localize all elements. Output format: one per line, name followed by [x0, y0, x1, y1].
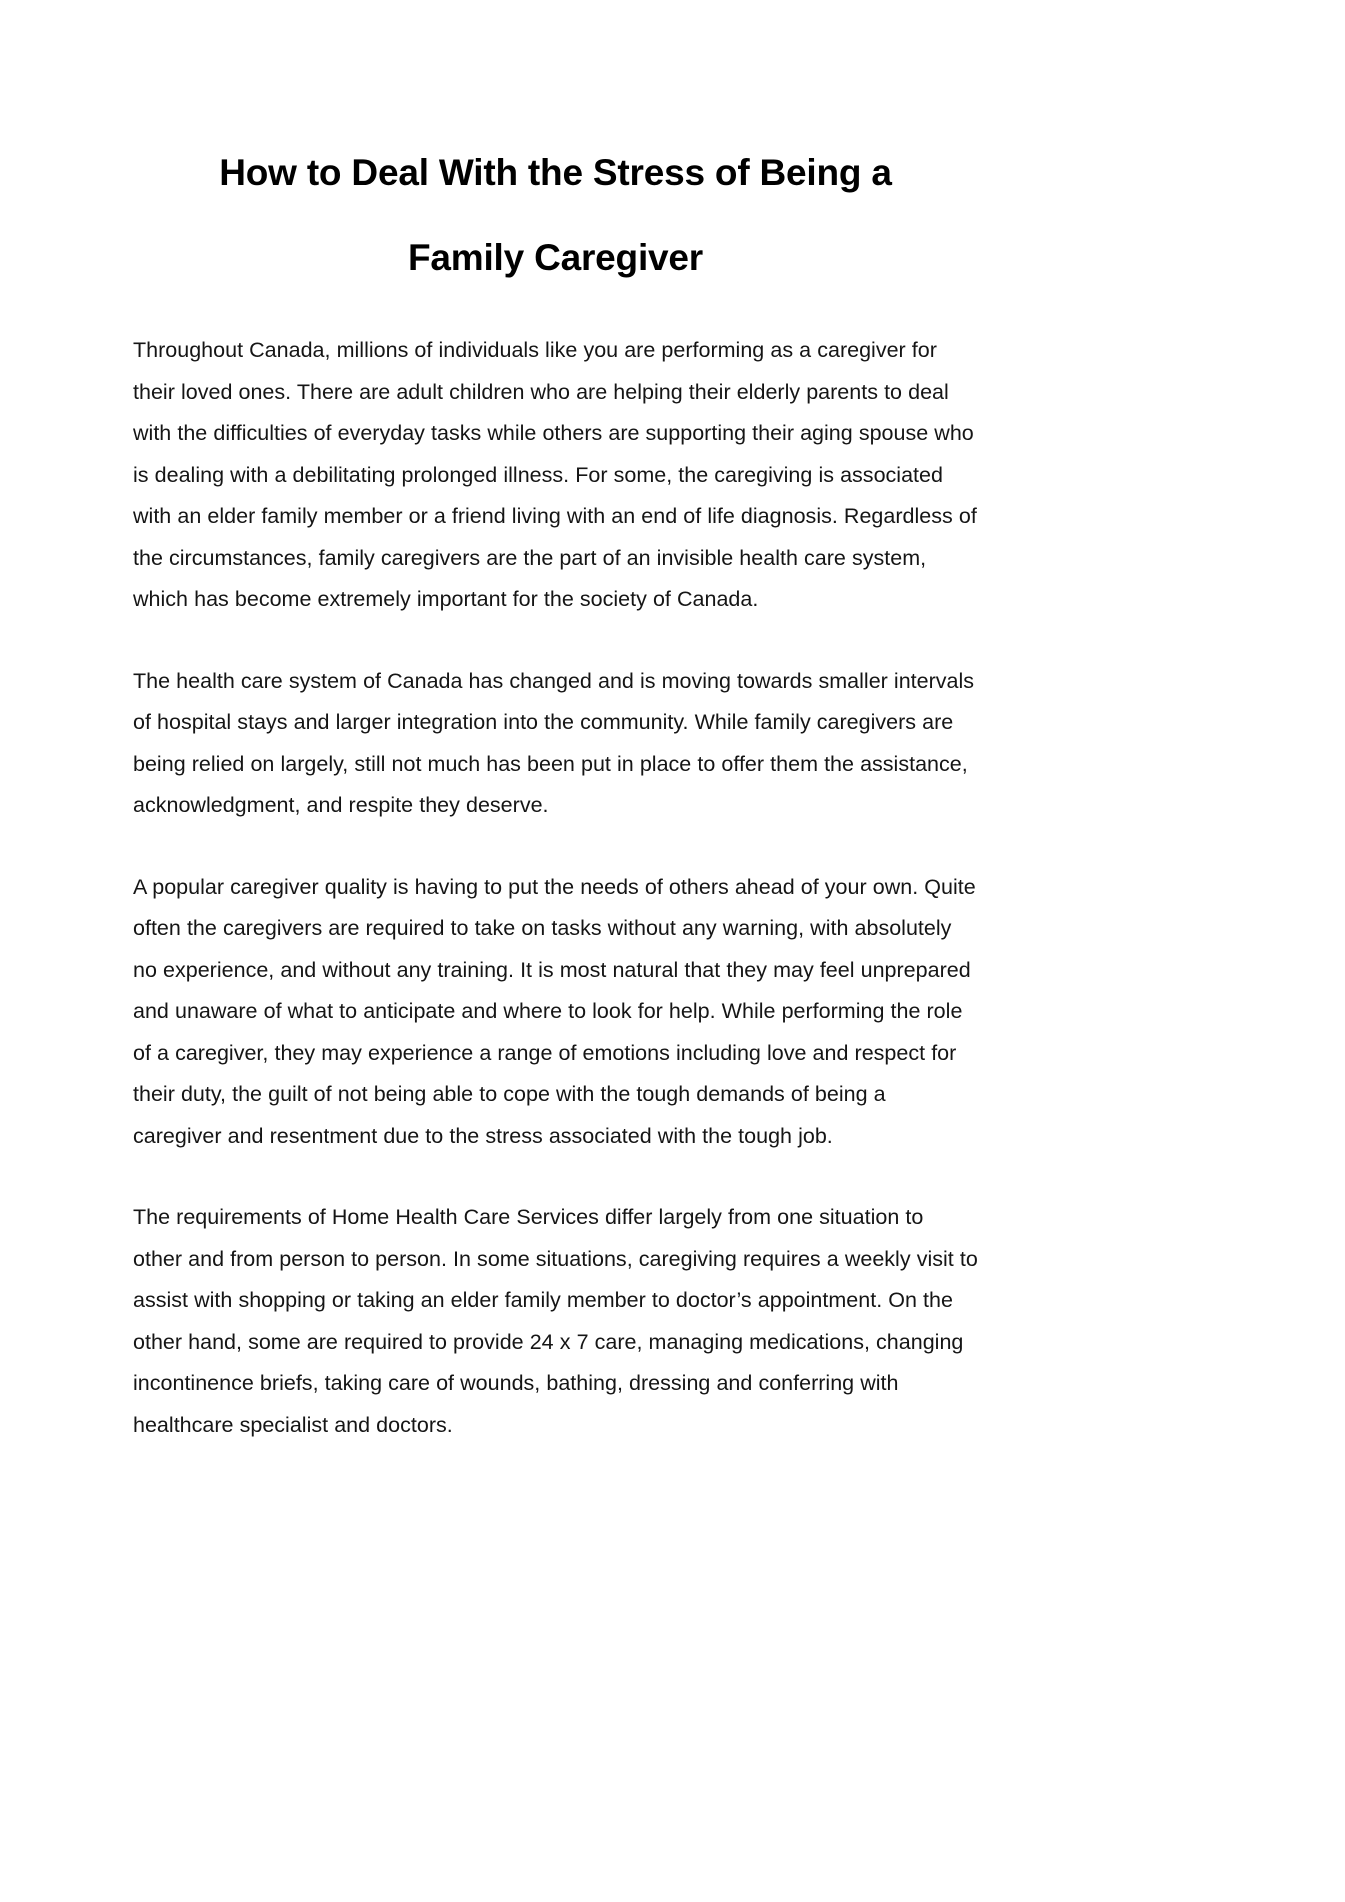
body-paragraph-1: Throughout Canada, millions of individuals like you are performing as a caregiver for their loved ones. There are adult children who are helping their elderly parents to deal with the difficulties of everyday tasks while others are supporting their aging spouse who is dealing with a debilitating prolonged illness. For some, the caregiving is associated with an elder family member or a friend living with an end of life diagnosis. Regardless of the circumstances, family caregivers are the part of an invisible health care system, which has become extremely important for the society of Canada. — [133, 338, 977, 611]
body-paragraph-2: The health care system of Canada has changed and is moving towards smaller intervals of hospital stays and larger integration into the community. While family caregivers are being relied on largely, still not much has been put in place to offer them the assistance, acknowledgment, and respite they deserve. — [133, 668, 975, 817]
page-title — [133, 130, 978, 300]
body-paragraph-4: The requirements of Home Health Care Services differ largely from one situation to other and from person to person. In some situations, caregiving requires a weekly visit to assist with shopping or taking an elder family member to doctor’s appointment. On the other hand, some are required to provide 24 x 7 care, managing medications, changing incontinence briefs, taking care of wounds, bathing, dressing and conferring with healthcare specialist and doctors. — [133, 1205, 978, 1437]
title-top-spacer — [133, 0, 978, 130]
body-paragraph-3: A popular caregiver quality is having to put the needs of others ahead of your own. Quite often the caregivers are required to take on tasks without any warning, with absolutely no experience, and without any training. It is most natural that they may feel unprepared and unaware of what to anticipate and where to look for help. While performing the role of a caregiver, they may experience a range of emotions including love and respect for their duty, the guilt of not being able to cope with the tough demands of being a caregiver and resentment due to the stress associated with the tough job. — [133, 874, 976, 1148]
page-title-line-1: How to Deal With the Stress of Being a — [219, 152, 892, 193]
document-body — [133, 0, 978, 1446]
page-title-line-2: Family Caregiver — [407, 237, 703, 278]
title-bottom-spacer — [133, 300, 978, 330]
